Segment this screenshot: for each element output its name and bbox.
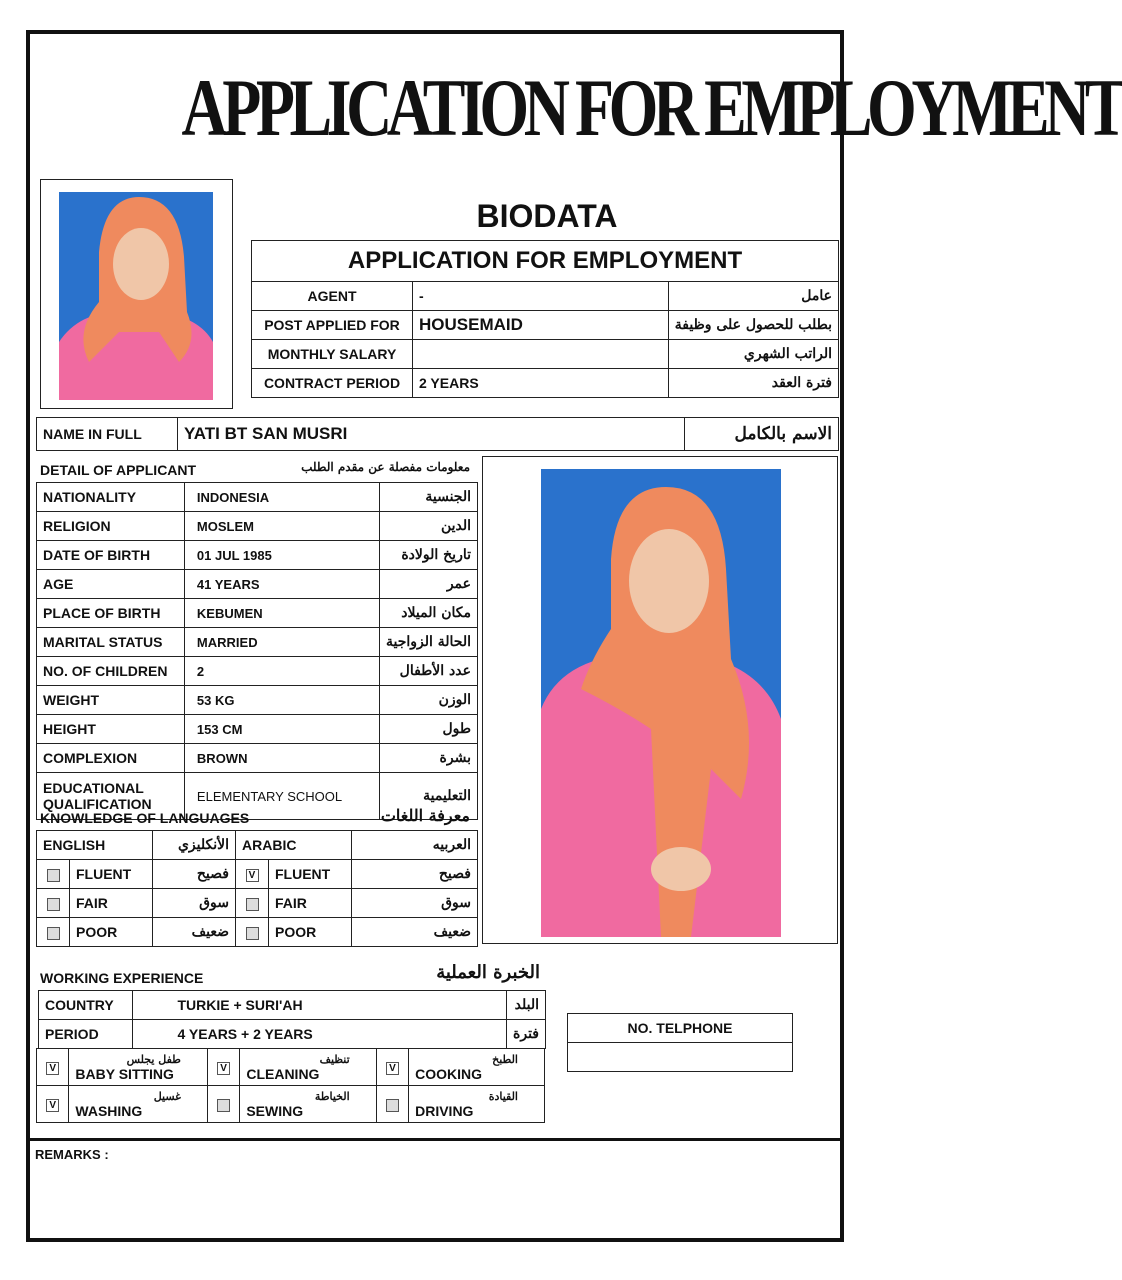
table-row bbox=[37, 628, 478, 657]
skill-checkbox[interactable]: V bbox=[46, 1062, 59, 1075]
details-table bbox=[36, 482, 478, 820]
table-row bbox=[37, 512, 478, 541]
detail-ar: الحالة الزواجية bbox=[379, 628, 477, 657]
detail-label: WEIGHT bbox=[37, 686, 185, 715]
detail-ar: عدد الأطفال bbox=[379, 657, 477, 686]
detail-ar: طول bbox=[379, 715, 477, 744]
detail-ar: مكان الميلاد bbox=[379, 599, 477, 628]
table-row bbox=[37, 715, 478, 744]
languages-title-ar: معرفة اللغات bbox=[380, 806, 470, 825]
skill-checkbox[interactable] bbox=[217, 1099, 230, 1112]
detail-label: EDUCATIONAL QUALIFICATION bbox=[37, 773, 185, 820]
skill-label: SEWING bbox=[246, 1103, 304, 1119]
detail-value: 01 JUL 1985 bbox=[184, 541, 379, 570]
detail-value: MARRIED bbox=[184, 628, 379, 657]
detail-value: 2 bbox=[184, 657, 379, 686]
biodata-title: BIODATA bbox=[476, 198, 618, 234]
table-row bbox=[37, 570, 478, 599]
name-value: YATI BT SAN MUSRI bbox=[178, 418, 685, 451]
details-title: DETAIL OF APPLICANT bbox=[40, 462, 197, 478]
person-photo-icon bbox=[541, 469, 781, 937]
detail-ar: الدين bbox=[379, 512, 477, 541]
detail-label: MARITAL STATUS bbox=[37, 628, 185, 657]
detail-label: NATIONALITY bbox=[37, 483, 185, 512]
person-photo-icon bbox=[59, 192, 213, 400]
skill-ar: القيادة bbox=[488, 1090, 518, 1103]
large-photo-frame bbox=[482, 456, 838, 944]
small-photo bbox=[59, 192, 213, 400]
skill-ar: الخياطة bbox=[314, 1090, 350, 1103]
table-row: AGENT - عامل bbox=[252, 282, 839, 311]
details-title-ar: معلومات مفصلة عن مقدم الطلب bbox=[301, 460, 470, 474]
page-title: APPLICATION FOR EMPLOYMENT bbox=[181, 62, 1122, 153]
table-row bbox=[37, 483, 478, 512]
skill-ar: الطبخ bbox=[492, 1053, 518, 1066]
skill-checkbox[interactable]: V bbox=[386, 1062, 399, 1075]
experience-title-ar: الخبرة العملية bbox=[436, 962, 540, 983]
arabic-fair-checkbox[interactable] bbox=[246, 898, 259, 911]
table-row bbox=[37, 1086, 545, 1123]
telephone-label: NO. TELPHONE bbox=[568, 1014, 793, 1043]
english-fluent-checkbox[interactable] bbox=[47, 869, 60, 882]
name-ar: الاسم بالكامل bbox=[685, 418, 839, 451]
detail-label: PLACE OF BIRTH bbox=[37, 599, 185, 628]
detail-ar: الوزن bbox=[379, 686, 477, 715]
english-poor-checkbox[interactable] bbox=[47, 927, 60, 940]
detail-value: 153 CM bbox=[184, 715, 379, 744]
skill-label: CLEANING bbox=[246, 1066, 320, 1082]
table-row: CONTRACT PERIOD 2 YEARS فترة العقد bbox=[252, 369, 839, 398]
large-photo bbox=[541, 469, 781, 937]
experience-table bbox=[38, 990, 546, 1049]
english-fair-checkbox[interactable] bbox=[47, 898, 60, 911]
skill-label: DRIVING bbox=[415, 1103, 474, 1119]
biodata-table bbox=[251, 240, 839, 398]
table-row: FLUENT فصيح V FLUENT فصيح bbox=[37, 860, 478, 889]
detail-label: HEIGHT bbox=[37, 715, 185, 744]
skill-label: COOKING bbox=[415, 1066, 482, 1082]
languages-title: KNOWLEDGE OF LANGUAGES bbox=[40, 810, 250, 826]
experience-title: WORKING EXPERIENCE bbox=[40, 970, 204, 986]
detail-value: BROWN bbox=[184, 744, 379, 773]
detail-value: INDONESIA bbox=[184, 483, 379, 512]
detail-value: 41 YEARS bbox=[184, 570, 379, 599]
table-row: MONTHLY SALARY الراتب الشهري bbox=[252, 340, 839, 369]
detail-ar: الجنسية bbox=[379, 483, 477, 512]
telephone-value bbox=[568, 1043, 793, 1072]
table-row bbox=[37, 599, 478, 628]
name-table bbox=[36, 417, 839, 451]
detail-label: DATE OF BIRTH bbox=[37, 541, 185, 570]
detail-label: AGE bbox=[37, 570, 185, 599]
skill-checkbox[interactable]: V bbox=[217, 1062, 230, 1075]
detail-value: KEBUMEN bbox=[184, 599, 379, 628]
detail-label: RELIGION bbox=[37, 512, 185, 541]
arabic-poor-checkbox[interactable] bbox=[246, 927, 259, 940]
table-row bbox=[37, 686, 478, 715]
table-row: POOR ضعيف POOR ضعيف bbox=[37, 918, 478, 947]
skill-checkbox[interactable] bbox=[386, 1099, 399, 1112]
arabic-fluent-checkbox[interactable]: V bbox=[246, 869, 259, 882]
biodata-subtitle: APPLICATION FOR EMPLOYMENT bbox=[252, 241, 839, 282]
languages-table bbox=[36, 830, 478, 947]
skills-table bbox=[36, 1048, 545, 1123]
table-row: ENGLISH الأنكليزي ARABIC العربيه bbox=[37, 831, 478, 860]
table-row: POST APPLIED FOR HOUSEMAID بطلب للحصول على وظيفة bbox=[252, 311, 839, 340]
detail-ar: تاريخ الولادة bbox=[379, 541, 477, 570]
detail-value: 53 KG bbox=[184, 686, 379, 715]
table-row: FAIR سوق FAIR سوق bbox=[37, 889, 478, 918]
table-row bbox=[37, 744, 478, 773]
table-row: COUNTRY TURKIE + SURI'AH البلد bbox=[39, 991, 546, 1020]
table-row: PERIOD 4 YEARS + 2 YEARS فترة bbox=[39, 1020, 546, 1049]
small-photo-frame bbox=[40, 179, 233, 409]
detail-value: MOSLEM bbox=[184, 512, 379, 541]
skill-label: WASHING bbox=[75, 1103, 143, 1119]
skill-ar: غسيل bbox=[153, 1090, 181, 1103]
name-label: NAME IN FULL bbox=[37, 418, 178, 451]
skill-ar: طفل يجلس bbox=[126, 1053, 181, 1066]
table-row bbox=[37, 541, 478, 570]
detail-label: NO. OF CHILDREN bbox=[37, 657, 185, 686]
table-row bbox=[37, 657, 478, 686]
skill-ar: تنظيف bbox=[319, 1053, 350, 1066]
detail-ar: عمر bbox=[379, 570, 477, 599]
remarks-box bbox=[28, 1138, 844, 1242]
table-row bbox=[37, 1049, 545, 1086]
detail-ar: التعليمية bbox=[379, 773, 477, 820]
skill-checkbox[interactable]: V bbox=[46, 1099, 59, 1112]
telephone-table bbox=[567, 1013, 793, 1072]
remarks-label: REMARKS : bbox=[35, 1147, 109, 1162]
detail-ar: بشرة bbox=[379, 744, 477, 773]
skill-label: BABY SITTING bbox=[75, 1066, 174, 1082]
detail-value: ELEMENTARY SCHOOL bbox=[184, 773, 379, 820]
detail-label: COMPLEXION bbox=[37, 744, 185, 773]
